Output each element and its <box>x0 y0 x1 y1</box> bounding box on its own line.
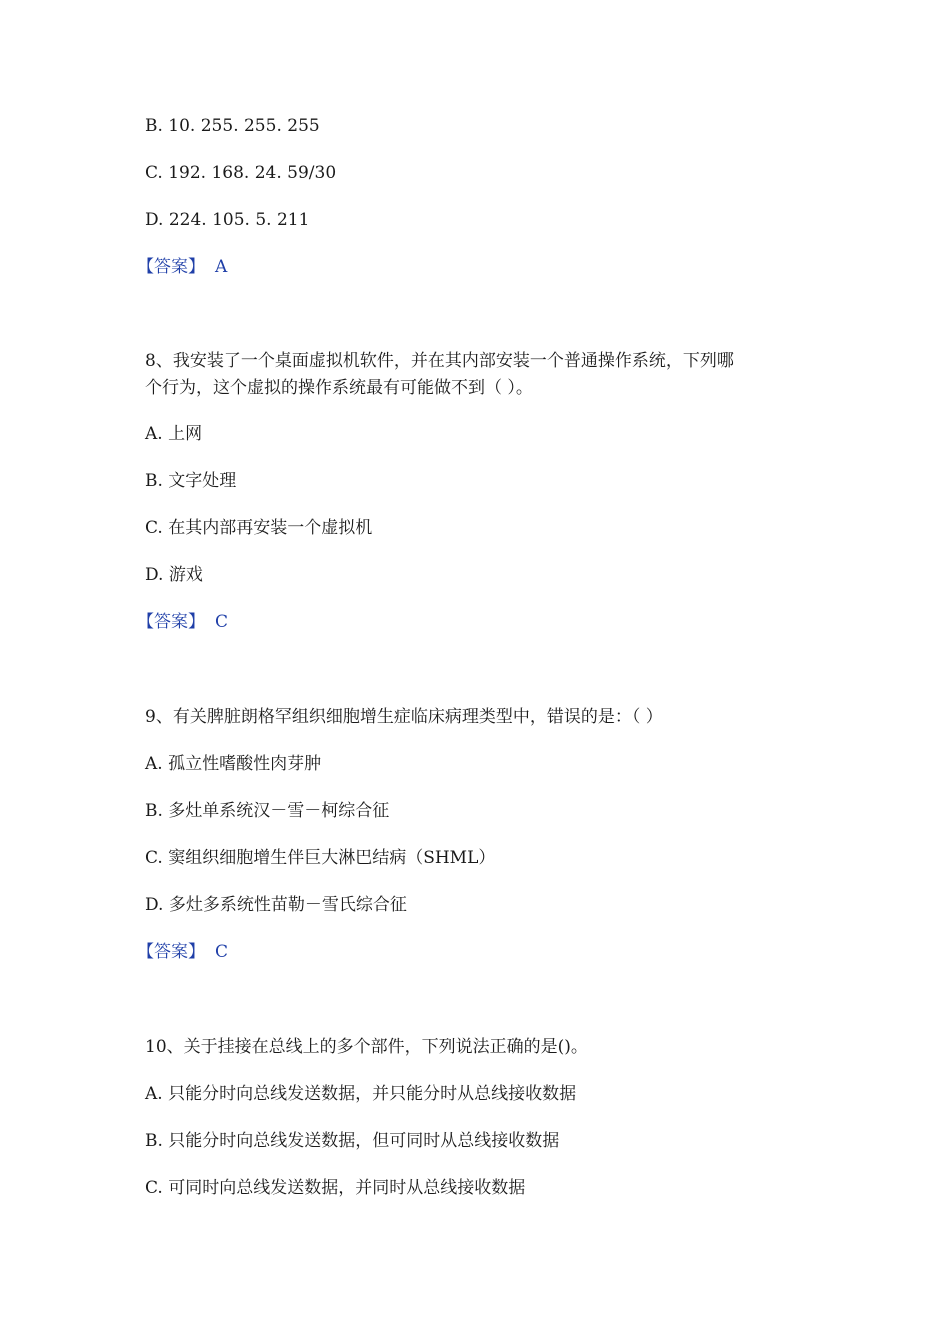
q7-option-c: C. 192. 168. 24. 59/30 <box>145 163 337 183</box>
q9-option-d: D. 多灶多系统性苗勒－雪氏综合征 <box>145 895 407 915</box>
answer-value: A <box>215 257 228 277</box>
q8-question-line1: 8、我安装了一个桌面虚拟机软件，并在其内部安装一个普通操作系统，下列哪 <box>145 351 734 371</box>
q9-option-b: B. 多灶单系统汉－雪－柯综合征 <box>145 801 390 821</box>
q8-option-a: A. 上网 <box>145 424 203 444</box>
q7-option-d: D. 224. 105. 5. 211 <box>145 210 310 230</box>
q8-question-line2: 个行为，这个虚拟的操作系统最有可能做不到（ ）。 <box>145 378 533 398</box>
answer-label: 【答案】 <box>137 612 205 632</box>
q9-option-a: A. 孤立性嗜酸性肉芽肿 <box>145 754 322 774</box>
q8-option-c: C. 在其内部再安装一个虚拟机 <box>145 518 373 538</box>
answer-value: C <box>215 942 229 962</box>
answer-value: C <box>215 612 229 632</box>
q8-option-d: D. 游戏 <box>145 565 203 585</box>
q8-answer <box>137 610 228 634</box>
q10-option-b: B. 只能分时向总线发送数据，但可同时从总线接收数据 <box>145 1131 560 1151</box>
q8-option-b: B. 文字处理 <box>145 471 237 491</box>
q9-question: 9、有关脾脏朗格罕组织细胞增生症临床病理类型中，错误的是：（ ） <box>145 707 663 727</box>
q7-option-b: B. 10. 255. 255. 255 <box>145 116 320 136</box>
q10-question: 10、关于挂接在总线上的多个部件，下列说法正确的是()。 <box>145 1037 588 1057</box>
q9-answer <box>137 940 228 964</box>
q7-answer <box>137 255 227 279</box>
q9-option-c: C. 窦组织细胞增生伴巨大淋巴结病（SHML） <box>145 848 496 868</box>
q10-option-c: C. 可同时向总线发送数据，并同时从总线接收数据 <box>145 1178 526 1198</box>
answer-label: 【答案】 <box>137 257 205 277</box>
answer-label: 【答案】 <box>137 942 205 962</box>
q10-option-a: A. 只能分时向总线发送数据，并只能分时从总线接收数据 <box>145 1084 577 1104</box>
